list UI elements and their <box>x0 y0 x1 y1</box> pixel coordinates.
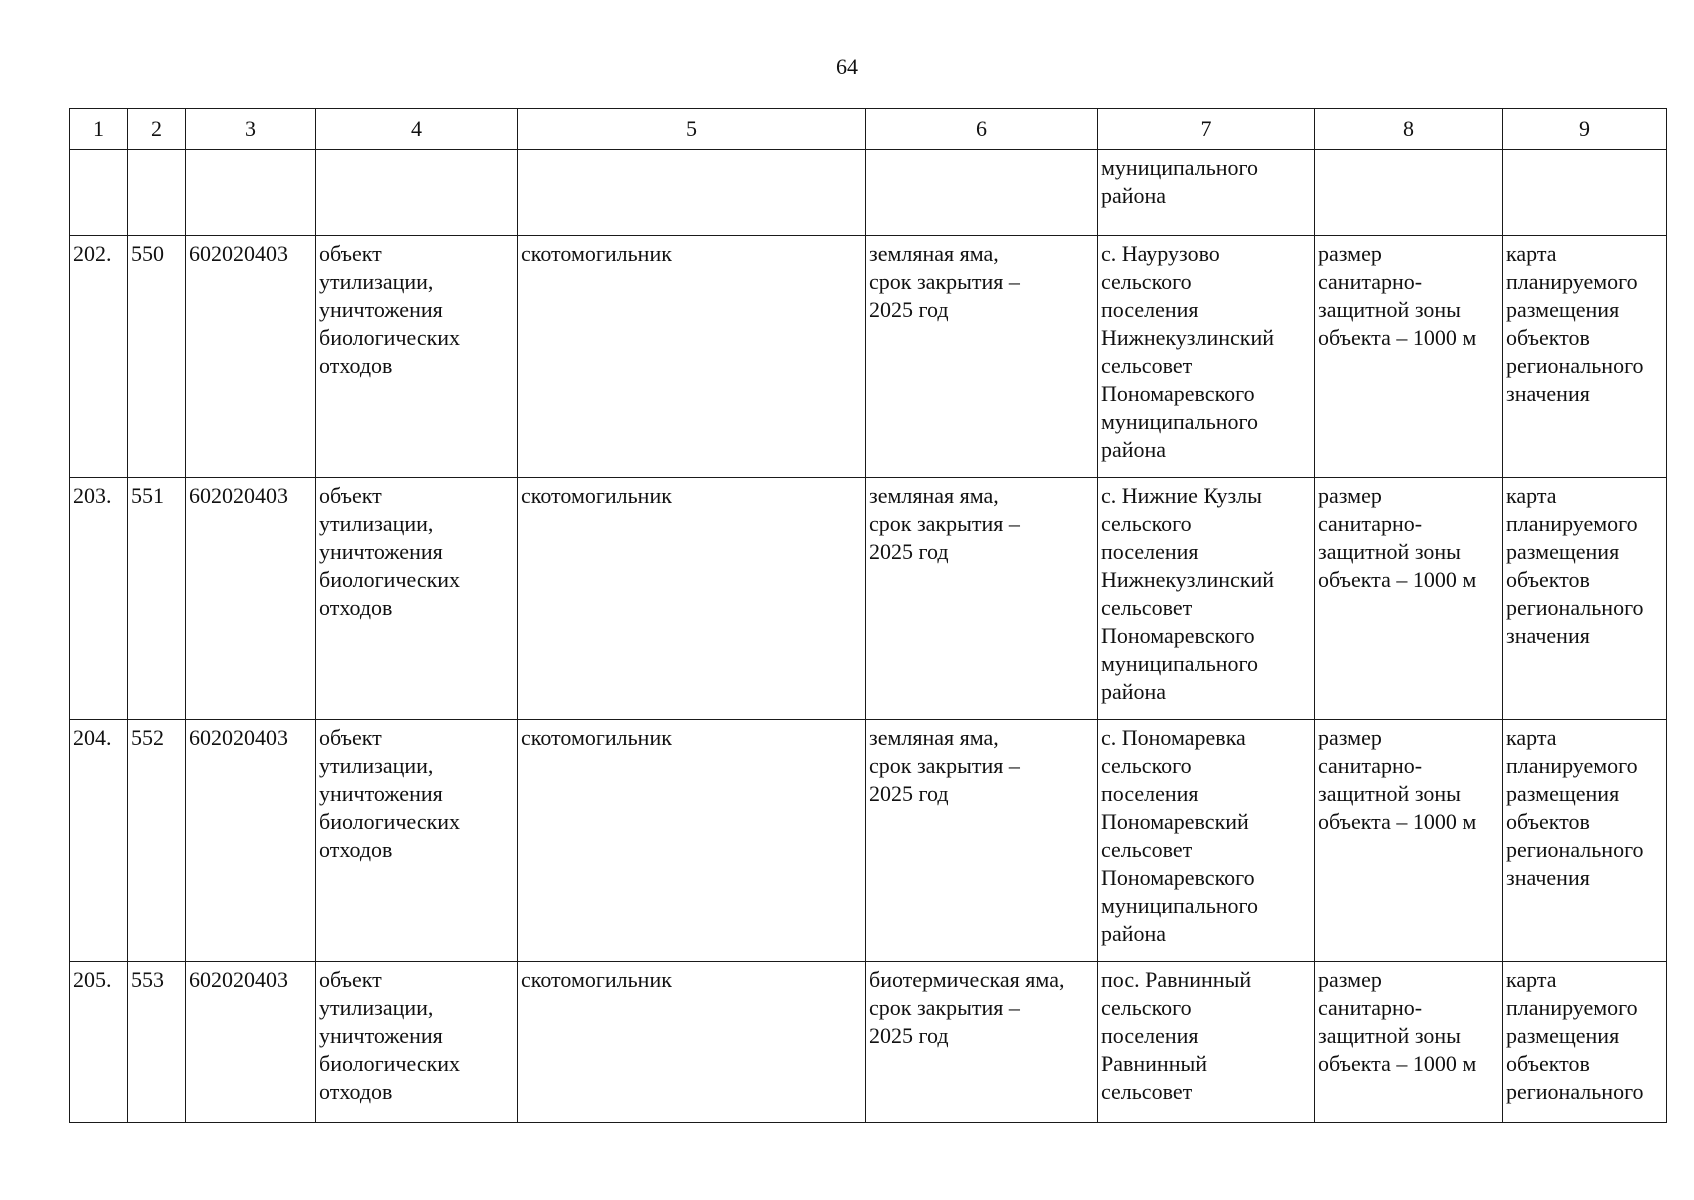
row-number-cell: 203. <box>70 478 128 720</box>
characteristics-cell <box>866 720 1098 962</box>
cell-line: Пономаревского <box>1101 381 1255 406</box>
cell-line: сельского <box>1101 753 1192 778</box>
cell-line: муниципального <box>1101 893 1259 918</box>
cell-line: отходов <box>319 353 393 378</box>
object-name-cell <box>518 720 866 962</box>
cell-line: срок закрытия – <box>869 995 1020 1020</box>
table-cell <box>866 150 1098 236</box>
row-number-cell: 204. <box>70 720 128 962</box>
cell-line: поселения <box>1101 539 1199 564</box>
cell-line: объекта – 1000 м <box>1318 567 1477 592</box>
cell-line: биологических <box>319 567 461 592</box>
cell-line: поселения <box>1101 297 1199 322</box>
cell-line: района <box>1101 921 1167 946</box>
cell-line: объектов <box>1506 1051 1590 1076</box>
characteristics-cell <box>866 478 1098 720</box>
cell-line: утилизации, <box>319 269 434 294</box>
cell-line: объектов <box>1506 325 1590 350</box>
cell-line: уничтожения <box>319 539 443 564</box>
cell-line: поселения <box>1101 1023 1199 1048</box>
cell-line: отходов <box>319 595 393 620</box>
cell-line: Пономаревского <box>1101 865 1255 890</box>
cell-line: скотомогильник <box>521 483 672 508</box>
code-cell: 602020403 <box>186 236 316 478</box>
location-cell <box>1098 720 1315 962</box>
cell-line: уничтожения <box>319 781 443 806</box>
column-header: 5 <box>518 109 866 150</box>
cell-line: отходов <box>319 837 393 862</box>
row-number-cell: 202. <box>70 236 128 478</box>
zone-cell <box>1315 962 1503 1123</box>
cell-line: Равнинный <box>1101 1051 1208 1076</box>
map-reference-cell <box>1503 236 1667 478</box>
cell-line: объект <box>319 241 382 266</box>
zone-cell <box>1315 478 1503 720</box>
objects-table <box>69 108 1667 1123</box>
cell-line: объектов <box>1506 567 1590 592</box>
cell-line: значения <box>1506 865 1590 890</box>
table-row <box>70 236 1667 478</box>
cell-line: с. Пономаревка <box>1101 725 1246 750</box>
code-cell: 602020403 <box>186 962 316 1123</box>
zone-cell <box>1315 720 1503 962</box>
cell-line: земляная яма, <box>869 241 999 266</box>
cell-line: планируемого <box>1506 269 1638 294</box>
cell-line: района <box>1101 183 1167 208</box>
cell-line: карта <box>1506 483 1557 508</box>
cell-line: сельсовет <box>1101 353 1193 378</box>
cell-line: скотомогильник <box>521 241 672 266</box>
zone-cell <box>1315 236 1503 478</box>
cell-line: уничтожения <box>319 297 443 322</box>
cell-line: размер <box>1318 725 1382 750</box>
cell-line: регионального <box>1506 1079 1644 1104</box>
cell-line: срок закрытия – <box>869 753 1020 778</box>
cell-line: объекта – 1000 м <box>1318 1051 1477 1076</box>
cell-line: сельского <box>1101 511 1192 536</box>
cell-line: срок закрытия – <box>869 511 1020 536</box>
cell-line: размещения <box>1506 297 1620 322</box>
cell-line: 2025 год <box>869 297 949 322</box>
cell-line: отходов <box>319 1079 393 1104</box>
cell-line: планируемого <box>1506 753 1638 778</box>
cell-line: 2025 год <box>869 781 949 806</box>
cell-line: планируемого <box>1506 511 1638 536</box>
table-row <box>70 720 1667 962</box>
cell-line: муниципального <box>1101 651 1259 676</box>
location-cell <box>1098 962 1315 1123</box>
header-row <box>70 109 1667 150</box>
object-type-cell <box>316 236 518 478</box>
location-cell <box>1098 236 1315 478</box>
cell-line: муниципального <box>1101 155 1259 180</box>
cell-line: защитной зоны <box>1318 297 1461 322</box>
cell-line: сельского <box>1101 269 1192 294</box>
object-id-cell: 552 <box>128 720 186 962</box>
cell-line: Нижнекузлинский <box>1101 325 1274 350</box>
map-reference-cell <box>1503 720 1667 962</box>
column-header: 2 <box>128 109 186 150</box>
cell-line: санитарно- <box>1318 269 1423 294</box>
cell-line: санитарно- <box>1318 753 1423 778</box>
cell-line: района <box>1101 679 1167 704</box>
cell-line: санитарно- <box>1318 995 1423 1020</box>
cell-line: биологических <box>319 325 461 350</box>
object-type-cell <box>316 962 518 1123</box>
table-cell <box>518 150 866 236</box>
cell-line: размещения <box>1506 1023 1620 1048</box>
cell-line: сельсовет <box>1101 1079 1193 1104</box>
row-number-cell: 205. <box>70 962 128 1123</box>
cell-line: объектов <box>1506 809 1590 834</box>
cell-line: района <box>1101 437 1167 462</box>
column-header: 6 <box>866 109 1098 150</box>
cell-line: размещения <box>1506 539 1620 564</box>
table-cell-location <box>1098 150 1315 236</box>
column-header: 3 <box>186 109 316 150</box>
cell-line: Нижнекузлинский <box>1101 567 1274 592</box>
cell-line: объекта – 1000 м <box>1318 325 1477 350</box>
cell-line: поселения <box>1101 781 1199 806</box>
object-name-cell <box>518 962 866 1123</box>
object-name-cell <box>518 236 866 478</box>
cell-line: регионального <box>1506 595 1644 620</box>
cell-line: скотомогильник <box>521 725 672 750</box>
cell-line: защитной зоны <box>1318 539 1461 564</box>
cell-line: пос. Равнинный <box>1101 967 1252 992</box>
cell-line: земляная яма, <box>869 483 999 508</box>
cell-line: размер <box>1318 967 1382 992</box>
map-reference-cell <box>1503 962 1667 1123</box>
cell-line: с. Нижние Кузлы <box>1101 483 1262 508</box>
cell-line: земляная яма, <box>869 725 999 750</box>
table-row <box>70 962 1667 1123</box>
cell-line: уничтожения <box>319 1023 443 1048</box>
cell-line: объект <box>319 967 382 992</box>
characteristics-cell <box>866 962 1098 1123</box>
cell-line: защитной зоны <box>1318 1023 1461 1048</box>
cell-line: утилизации, <box>319 995 434 1020</box>
cell-line: размер <box>1318 241 1382 266</box>
table-cell <box>70 150 128 236</box>
cell-line: скотомогильник <box>521 967 672 992</box>
cell-line: карта <box>1506 967 1557 992</box>
cell-line: защитной зоны <box>1318 781 1461 806</box>
table-row <box>70 478 1667 720</box>
object-type-cell <box>316 720 518 962</box>
cell-line: утилизации, <box>319 753 434 778</box>
page-number: 64 <box>836 54 858 79</box>
table-row-continuation <box>70 150 1667 236</box>
cell-line: 2025 год <box>869 1023 949 1048</box>
cell-line: биотермическая яма, <box>869 967 1065 992</box>
cell-line: регионального <box>1506 837 1644 862</box>
column-header: 7 <box>1098 109 1315 150</box>
cell-line: значения <box>1506 381 1590 406</box>
table-cell <box>1503 150 1667 236</box>
cell-line: биологических <box>319 809 461 834</box>
object-id-cell: 551 <box>128 478 186 720</box>
table-cell <box>186 150 316 236</box>
object-name-cell <box>518 478 866 720</box>
column-header: 1 <box>70 109 128 150</box>
cell-line: муниципального <box>1101 409 1259 434</box>
code-cell: 602020403 <box>186 478 316 720</box>
cell-line: Пономаревского <box>1101 623 1255 648</box>
table-cell <box>316 150 518 236</box>
object-id-cell: 550 <box>128 236 186 478</box>
column-header: 8 <box>1315 109 1503 150</box>
table-cell <box>128 150 186 236</box>
cell-line: размещения <box>1506 781 1620 806</box>
cell-line: утилизации, <box>319 511 434 536</box>
cell-line: размер <box>1318 483 1382 508</box>
code-cell: 602020403 <box>186 720 316 962</box>
cell-line: объект <box>319 483 382 508</box>
map-reference-cell <box>1503 478 1667 720</box>
cell-line: Пономаревский <box>1101 809 1249 834</box>
column-header: 9 <box>1503 109 1667 150</box>
table-cell <box>1315 150 1503 236</box>
cell-line: сельсовет <box>1101 837 1193 862</box>
cell-line: биологических <box>319 1051 461 1076</box>
cell-line: карта <box>1506 725 1557 750</box>
cell-line: объект <box>319 725 382 750</box>
characteristics-cell <box>866 236 1098 478</box>
cell-line: объекта – 1000 м <box>1318 809 1477 834</box>
cell-line: значения <box>1506 623 1590 648</box>
object-id-cell: 553 <box>128 962 186 1123</box>
cell-line: карта <box>1506 241 1557 266</box>
column-header: 4 <box>316 109 518 150</box>
cell-line: с. Наурузово <box>1101 241 1220 266</box>
cell-line: 2025 год <box>869 539 949 564</box>
cell-line: сельсовет <box>1101 595 1193 620</box>
cell-line: планируемого <box>1506 995 1638 1020</box>
cell-line: сельского <box>1101 995 1192 1020</box>
location-cell <box>1098 478 1315 720</box>
object-type-cell <box>316 478 518 720</box>
cell-line: регионального <box>1506 353 1644 378</box>
cell-line: санитарно- <box>1318 511 1423 536</box>
cell-line: срок закрытия – <box>869 269 1020 294</box>
